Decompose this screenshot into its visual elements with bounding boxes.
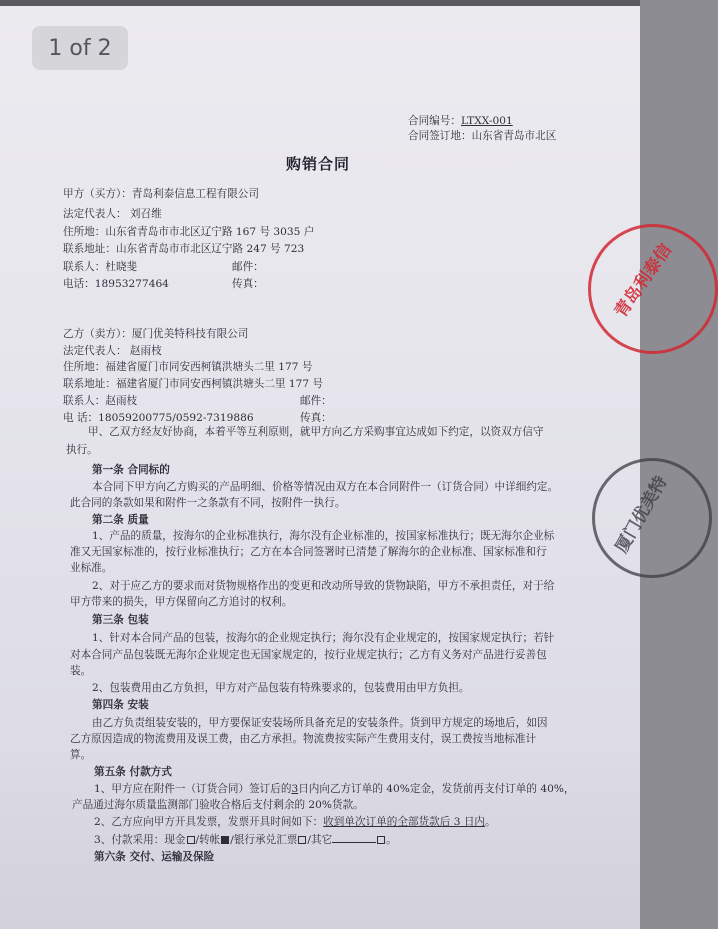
section-5-para-1a [94, 783, 574, 796]
party-b-phone: 电 话：18059200775/0592-7319886 [63, 412, 254, 424]
invoice-time-prefix: 2、乙方应向甲方开具发票，发票开具时间如下： [94, 816, 324, 828]
company-seal-dark [592, 458, 712, 578]
invoice-time-value: 收到单次订单的全部货款后 3 日内 [323, 816, 486, 828]
section-4-para-1c: 算。 [70, 749, 92, 761]
contract-number [408, 115, 513, 128]
payment-other-label: /其它 [307, 834, 333, 846]
contract-number-value: LTXX-001 [460, 115, 513, 127]
party-a-address: 住所地：山东省青岛市市北区辽宁路 167 号 3035 户 [63, 226, 315, 238]
section-3-title: 第三条 包装 [92, 614, 149, 626]
invoice-time-suffix: 。 [485, 816, 496, 828]
section-6-title: 第六条 交付、运输及保险 [94, 851, 215, 863]
party-b-contact-address: 联系地址：福建省厦门市同安西柯镇洪塘头二里 177 号 [63, 378, 324, 390]
section-3-para-1c: 装。 [70, 665, 92, 677]
section-1-para-2: 此合同的条款如果和附件一之条款有不同，按附件一执行。 [70, 497, 346, 509]
sign-place [408, 130, 556, 143]
section-5-para-3 [94, 833, 397, 847]
payment-bank-label: /银行承兑汇票 [230, 834, 298, 846]
company-seal-red [588, 224, 718, 354]
party-b-address: 住所地：福建省厦门市同安西柯镇洪塘头二里 177 号 [63, 361, 313, 373]
seal-red-text: 青岛利泰信 [610, 240, 677, 322]
payment-days-prefix: 1、甲方应在附件一（订货合同）签订后的 [94, 783, 292, 795]
cash-checkbox [187, 836, 195, 844]
other-blank [332, 833, 376, 843]
section-1-para-1: 本合同下甲方向乙方购买的产品明细、价格等情况由双方在本合同附件一（订货合同）中详细约定。 [92, 481, 559, 493]
payment-transfer-label: /转帐 [195, 834, 221, 846]
transfer-checkbox [221, 836, 229, 844]
section-3-para-1a: 1、针对本合同产品的包装，按海尔的企业规定执行；海尔没有企业规定的，按国家规定执行；若针 [92, 632, 555, 644]
section-2-para-1b: 准又无国家标准的，按行业标准执行；乙方在本合同签署时已清楚了解海尔的企业标准、国家标准和行 [70, 546, 547, 558]
other-checkbox [377, 836, 385, 844]
section-4-para-1b: 乙方原因造成的物流费用及误工费，由乙方承担。物流费按实际产生费用支付，误工费按当地标准计 [70, 733, 537, 745]
party-a-fax: 传真： [232, 278, 264, 290]
section-5-title: 第五条 付款方式 [94, 766, 172, 778]
document-title: 购销合同 [286, 155, 351, 173]
party-a-contact-address: 联系地址：山东省青岛市市北区辽宁路 247 号 723 [63, 243, 305, 255]
section-5-para-1b: 产品通过海尔质量监测部门验收合格后支付剩余的 20%货款。 [72, 799, 364, 811]
section-4-para-1a: 由乙方负责组装安装的，甲方要保证安装场所具备充足的安装条件。货到甲方规定的场地后，如因 [92, 717, 548, 729]
seal-dark-text: 厦门优美特 [611, 472, 672, 557]
payment-end: 。 [386, 834, 397, 846]
party-a-mail: 邮件： [232, 261, 264, 273]
section-4-title: 第四条 安装 [92, 699, 149, 711]
intro-line-1: 甲、乙双方经友好协商，本着平等互利原则，就甲方向乙方采购事宜达成如下约定，以资双方信守 [88, 426, 544, 438]
section-3-para-1b: 对本合同产品包装既无海尔企业规定也无国家规定的，按行业规定执行；乙方有义务对产品进行妥善包 [70, 649, 547, 661]
party-b-rep: 法定代表人： 赵雨枝 [63, 345, 162, 357]
payment-cash-label: 3、付款采用：现金 [94, 834, 186, 846]
payment-days-value: 3 [291, 783, 299, 795]
payment-days-suffix: 日内向乙方订单的 40%定金，发货前再支付订单的 40%， [298, 783, 575, 795]
section-2-title: 第二条 质量 [92, 514, 149, 526]
party-b-name: 乙方（卖方）：厦门优美特科技有限公司 [63, 328, 249, 340]
party-b-contact: 联系人：赵雨枝 [63, 395, 138, 407]
section-2-para-2a: 2、对于应乙方的要求而对货物规格作出的变更和改动所导致的货物缺陷，甲方不承担责任，对于给 [92, 580, 555, 592]
intro-line-2: 执行。 [66, 444, 98, 456]
party-a-contact: 联系人：杜晓斐 [63, 261, 138, 273]
section-3-para-2: 2、包装费用由乙方负担，甲方对产品包装有特殊要求的，包装费用由甲方负担。 [92, 682, 470, 694]
party-b-mail: 邮件： [300, 395, 332, 407]
party-b-fax: 传真： [300, 412, 332, 424]
page-indicator: 1 of 2 [32, 26, 128, 70]
section-2-para-1a: 1、产品的质量，按海尔的企业标准执行，海尔没有企业标准的，按国家标准执行；既无海尔企业标 [92, 530, 555, 542]
party-a-phone: 电话：18953277464 [63, 278, 169, 290]
section-1-title: 第一条 合同标的 [92, 464, 170, 476]
document-page [0, 6, 677, 929]
sign-place-label: 合同签订地： [408, 130, 472, 142]
contract-number-label: 合同编号： [408, 115, 461, 127]
sign-place-value: 山东省青岛市北区 [471, 130, 557, 142]
party-a-name: 甲方（买方）：青岛利泰信息工程有限公司 [63, 188, 259, 200]
section-5-para-2 [94, 816, 496, 829]
party-a-rep: 法定代表人： 刘召维 [63, 208, 162, 220]
bank-checkbox [298, 836, 306, 844]
section-2-para-1c: 业标准。 [70, 562, 113, 574]
section-2-para-2b: 甲方带来的损失，甲方保留向乙方追讨的权利。 [70, 596, 293, 608]
